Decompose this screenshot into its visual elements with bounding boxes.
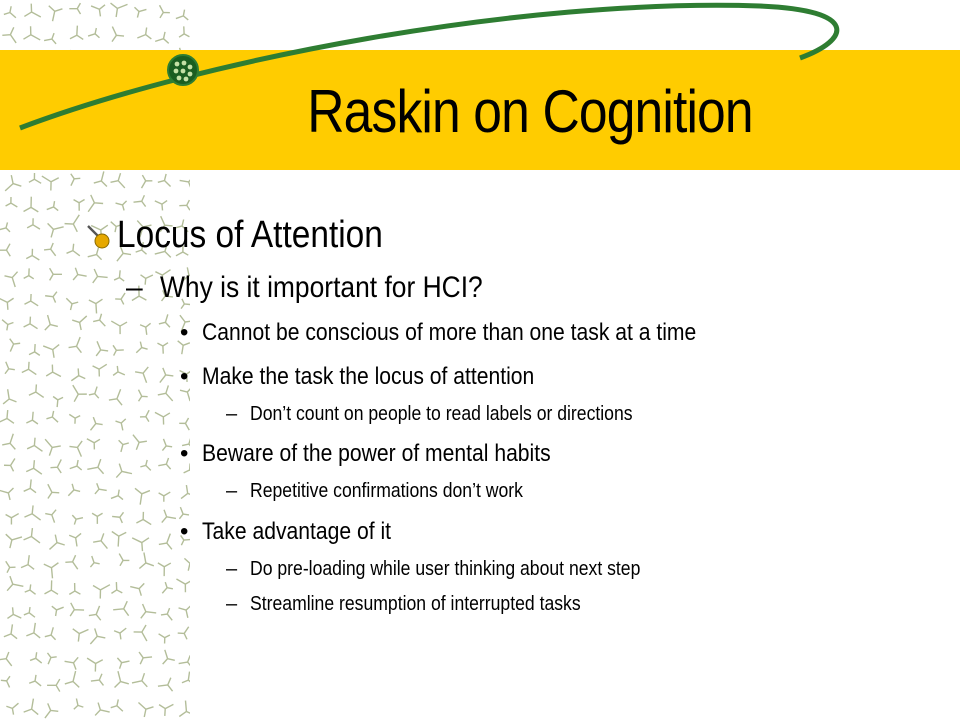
dash-marker: – (226, 558, 238, 580)
dot-marker: • (180, 319, 189, 346)
bullet-item: Cannot be conscious of more than one task at a time (202, 319, 697, 346)
bullet-item: Take advantage of it (202, 518, 392, 545)
sub-bullet-item: Do pre-loading while user thinking about next step (250, 558, 641, 580)
bullet-item: Make the task the locus of attention (202, 363, 535, 390)
dash-marker: – (226, 480, 238, 502)
sub-bullet-item: Streamline resumption of interrupted tasks (250, 593, 581, 615)
level1-item: Locus of Attention (117, 214, 383, 256)
dot-marker: • (180, 518, 189, 545)
dash-marker: – (226, 593, 238, 615)
dash-marker: – (126, 271, 143, 304)
slide-title: Raskin on Cognition (307, 78, 753, 145)
sub-bullet-item: Repetitive confirmations don’t work (250, 480, 523, 502)
dot-marker: • (180, 440, 189, 467)
bullet-pin-icon (84, 222, 112, 250)
sub-bullet-item: Don’t count on people to read labels or directions (250, 403, 633, 425)
dot-marker: • (180, 363, 189, 390)
level2-item: Why is it important for HCI? (160, 271, 483, 304)
bullet-item: Beware of the power of mental habits (202, 440, 551, 467)
dash-marker: – (226, 403, 238, 425)
